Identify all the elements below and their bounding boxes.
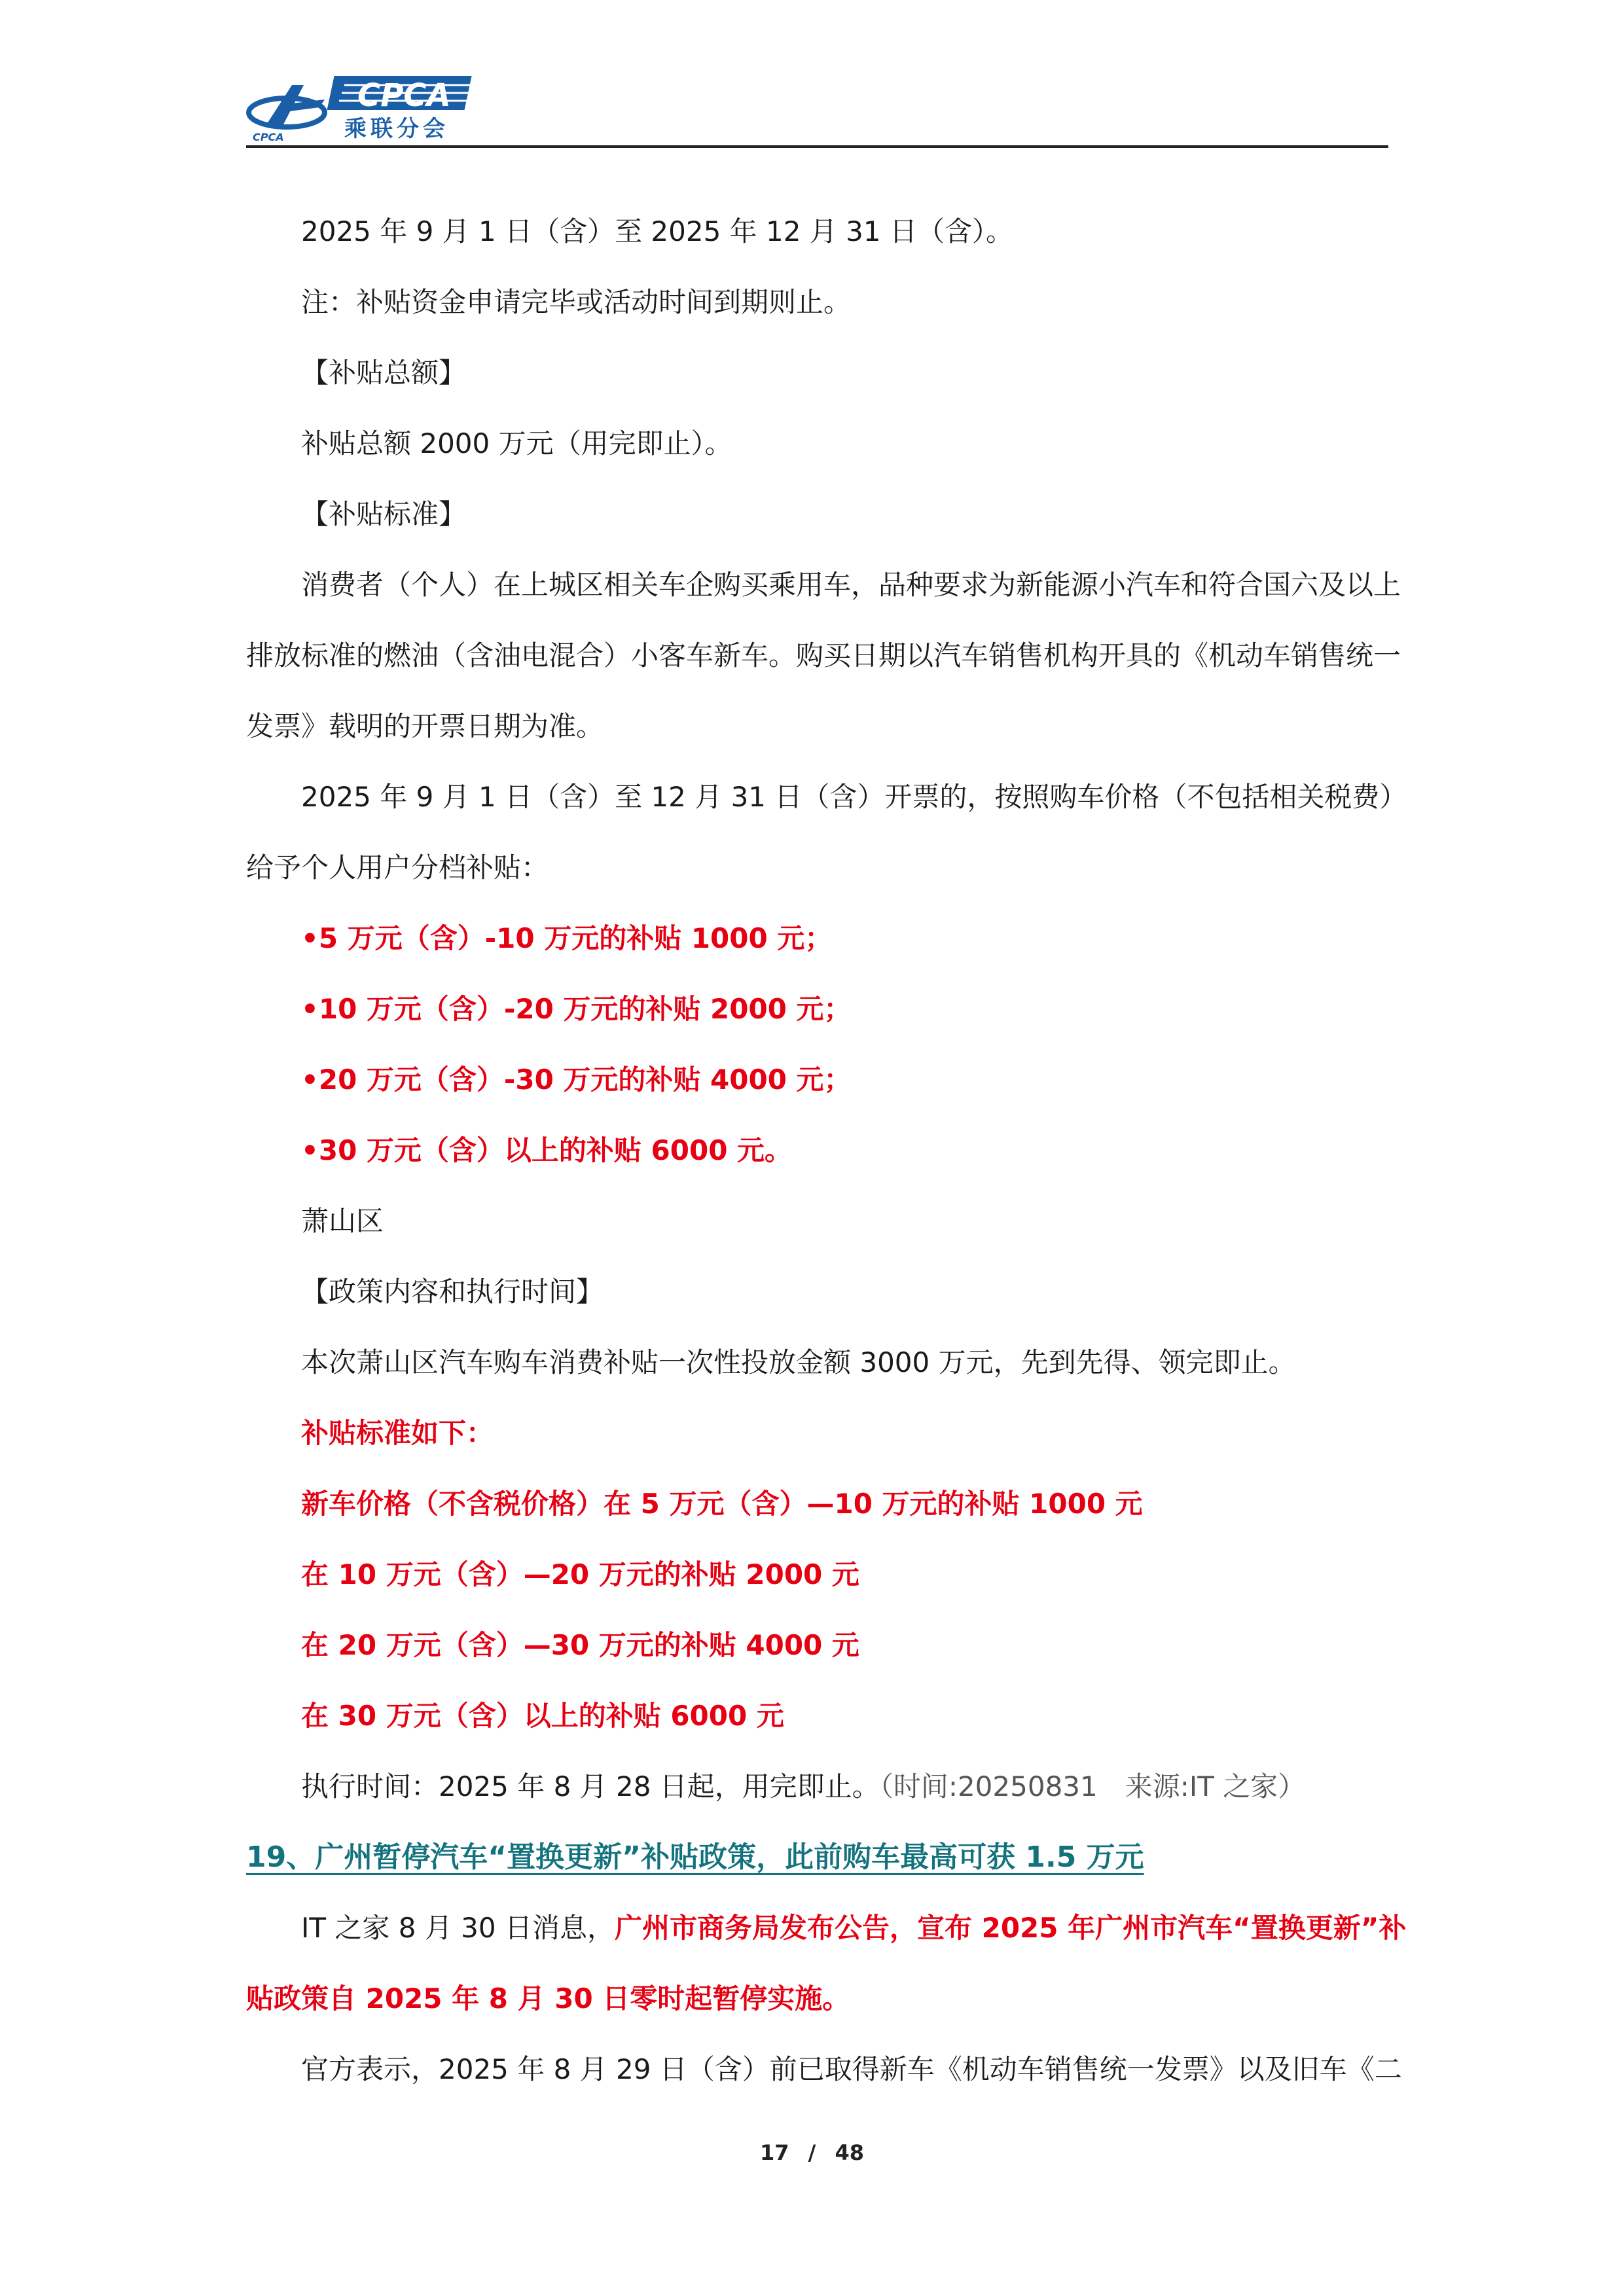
eligibility-line-3: 发票》载明的开票日期为准。	[246, 710, 604, 742]
eligibility-line-1: 消费者（个人）在上城区相关车企购买乘用车，品种要求为新能源小汽车和符合国六及以上	[301, 569, 1401, 601]
section-heading-text: 19、广州暂停汽车“置换更新”补贴政策，此前购车最高可获 1.5 万元	[246, 1840, 1144, 1874]
tier-item: 新车价格（不含税价格）在 5 万元（含）—10 万元的补贴 1000 元	[301, 1488, 1143, 1520]
news-highlight-1: 广州市商务局发布公告，宣布 2025 年广州市汽车“置换更新”补	[614, 1912, 1407, 1944]
policy-amount-text: 本次萧山区汽车购车消费补贴一次性投放金额 3000 万元，先到先得、领完即止。	[301, 1346, 1296, 1378]
document-body	[246, 196, 1407, 2105]
page-total: 48	[835, 2140, 865, 2165]
section-heading	[246, 1822, 1388, 1893]
tier-item: 在 20 万元（含）—30 万元的补贴 4000 元	[301, 1629, 859, 1661]
source-note: （时间:20250831 来源:IT 之家）	[879, 1770, 1306, 1803]
page-header	[246, 65, 1388, 149]
eligibility-line-2: 排放标准的燃油（含油电混合）小客车新车。购买日期以汽车销售机构开具的《机动车销售统一	[246, 639, 1401, 672]
tier-item: •30 万元（含）以上的补贴 6000 元。	[301, 1134, 793, 1166]
note-text: 注：补贴资金申请完毕或活动时间到期则止。	[301, 286, 852, 318]
svg-text:CPCA: CPCA	[357, 77, 451, 114]
execution-time-text: 执行时间：2025 年 8 月 28 日起，用完即止。	[301, 1770, 880, 1803]
page-number	[0, 2140, 1624, 2165]
standard-heading: 补贴标准如下：	[301, 1417, 494, 1449]
section-label-total: 【补贴总额】	[301, 357, 467, 389]
tier-item: •10 万元（含）-20 万元的补贴 2000 元；	[301, 993, 852, 1025]
subsidy-total-text: 补贴总额 2000 万元（用完即止）。	[301, 427, 732, 459]
tier-item: 在 10 万元（含）—20 万元的补贴 2000 元	[301, 1558, 859, 1590]
tier-intro-line-1: 2025 年 9 月 1 日（含）至 12 月 31 日（含）开票的，按照购车价格（不包括相关税费）	[301, 781, 1407, 813]
page-separator: /	[808, 2140, 816, 2165]
news-prefix: IT 之家 8 月 30 日消息，	[301, 1912, 615, 1944]
tier-item: 在 30 万元（含）以上的补贴 6000 元	[301, 1700, 784, 1732]
news-line-1	[246, 1893, 1407, 1964]
news-highlight-2: 贴政策自 2025 年 8 月 30 日零时起暂停实施。	[246, 1982, 850, 2015]
section-label-standard: 【补贴标准】	[301, 498, 467, 530]
header-divider	[246, 145, 1388, 148]
tier-intro-line-2: 给予个人用户分档补贴：	[246, 852, 549, 884]
cpca-logo	[246, 65, 482, 144]
page-current: 17	[759, 2140, 789, 2165]
official-statement-text: 官方表示，2025 年 8 月 29 日（含）前已取得新车《机动车销售统一发票》以及旧车《二	[301, 2053, 1402, 2085]
district-name: 萧山区	[301, 1205, 384, 1237]
tier-item: •20 万元（含）-30 万元的补贴 4000 元；	[301, 1064, 852, 1096]
tier-item: •5 万元（含）-10 万元的补贴 1000 元；	[301, 922, 833, 954]
svg-text:CPCA: CPCA	[253, 131, 284, 143]
date-range-text: 2025 年 9 月 1 日（含）至 2025 年 12 月 31 日（含）。	[301, 215, 1013, 247]
execution-time-line	[246, 1751, 1388, 1822]
svg-text:乘联分会: 乘联分会	[344, 116, 449, 142]
section-label-policy: 【政策内容和执行时间】	[301, 1276, 604, 1308]
